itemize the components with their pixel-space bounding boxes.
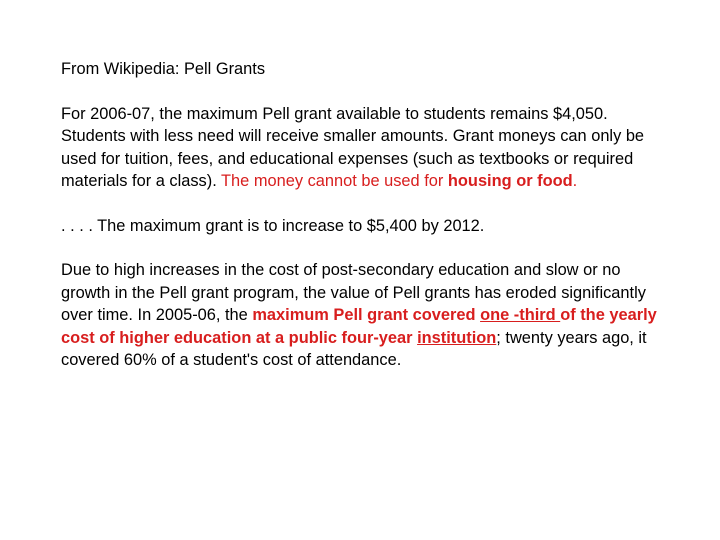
housing-or-food-emphasis: housing or food xyxy=(447,172,573,190)
paragraph-pell-maximum xyxy=(61,103,661,193)
paragraph-3-text: Due to high increases in the cost of post-secondary education and slow or no growth in the Pell grant program, the value of Pell grants has eroded significantly over time. In 2005-06, the xyxy=(61,261,646,324)
paragraph-grant-erosion xyxy=(61,259,661,372)
institution-emphasis: institution xyxy=(417,328,497,347)
paragraph-1-red-text: The money cannot be used for xyxy=(221,172,448,190)
paragraph-1-end: . xyxy=(572,172,578,190)
yearly-cost-emphasis: of the yearly cost of higher education at a public four-year xyxy=(61,306,657,347)
paragraph-1-text: For 2006-07, the maximum Pell grant available to students remains $4,050. Students with less need will receive smaller amounts. Grant moneys can only be used for tuition, fees, and educational expenses (such as textbooks or required materials for a class). xyxy=(61,104,645,190)
one-third-emphasis: one -third xyxy=(480,306,561,324)
paragraph-3-tail: ; twenty years ago, it covered 60% of a student's cost of attendance. xyxy=(61,328,647,369)
slide-heading: From Wikipedia: Pell Grants xyxy=(61,60,266,78)
max-grant-covered-emphasis: maximum Pell grant covered xyxy=(252,306,481,324)
slide-body xyxy=(61,58,661,394)
paragraph-grant-increase: . . . . The maximum grant is to increase to $5,400 by 2012. xyxy=(61,216,485,235)
